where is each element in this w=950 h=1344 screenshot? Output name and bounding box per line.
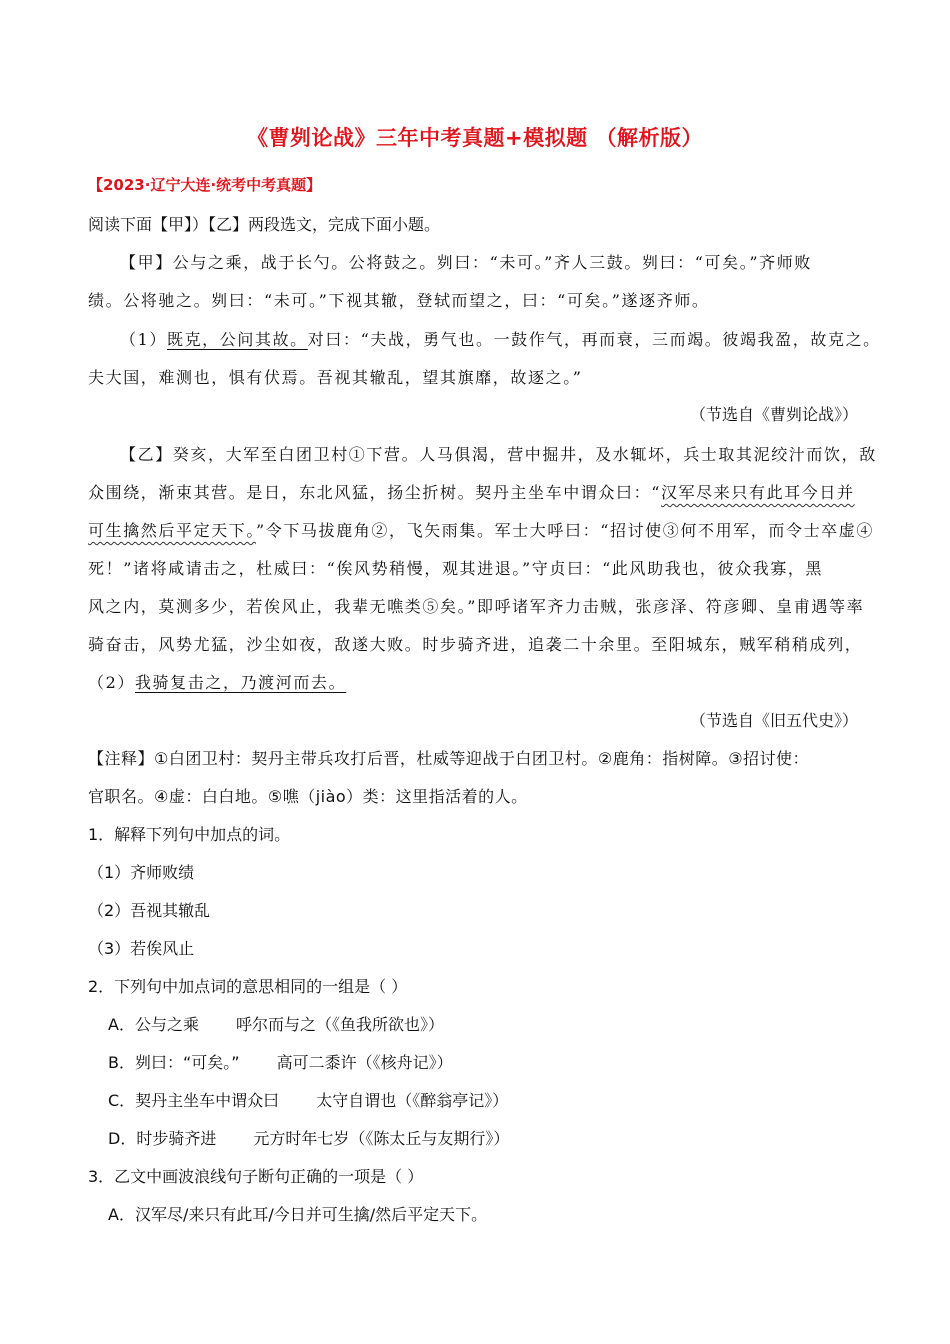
question-1-item-3: （3）若俟风止 — [88, 939, 195, 958]
underlined-sentence-1: 既克，公问其故。 — [166, 330, 308, 349]
passage-yi-line-7 — [88, 670, 346, 693]
passage-yi-line-2: 众围绕，渐束其营。是日，东北风猛，扬尘折树。契丹主坐车中谓众曰：“汉军尽来只有此耳今日并 — [88, 483, 855, 502]
question-1-item-2: （2）吾视其辙乱 — [88, 901, 211, 920]
passage-yi-line-4: 死！”诸将咸请击之，杜威曰：“俟风势稍慢，观其进退。”守贞曰：“此风助我也，彼众我寡，黑 — [88, 559, 824, 578]
exam-source-tag: 【2023·辽宁大连·统考中考真题】 — [88, 176, 322, 194]
question-2-option-a: A．公与之乘 呼尔而与之（《鱼我所欲也》） — [108, 1015, 445, 1034]
sentence-number-2: （2） — [88, 673, 135, 692]
sentence-number-1: （1） — [120, 330, 167, 349]
passage-yi-source: （节选自《旧五代史》） — [689, 711, 858, 730]
wavy-sentence-part-2: 可生擒然后平定天下。 — [88, 521, 257, 540]
passage-yi-line-1: 【乙】癸亥，大军至白团卫村①下营。人马俱渴，营中掘井，及水辄坏，兵士取其泥绞汁而饮，敌 — [120, 445, 877, 464]
passage-yi-line-3: 可生擒然后平定天下。”令下马拔鹿角②，飞矢雨集。军士大呼曰：“招讨使③何不用军，而令士卒虚④ — [88, 521, 874, 540]
passage-yi-line-6: 骑奋击，风势尤猛，沙尘如夜，敌遂大败。时步骑齐进，追袭二十余里。至阳城东，贼军稍稍成列， — [88, 635, 863, 654]
passage-jia-line-3: （1）既克，公问其故。对曰：“夫战，勇气也。一鼓作气，再而衰，三而竭。彼竭我盈，故克之。 — [120, 330, 881, 349]
question-2-option-b: B．刿曰：“可矣。” 高可二黍许（《核舟记》） — [108, 1053, 453, 1072]
notes-line-1: 【注释】①白团卫村：契丹主带兵攻打后晋，杜威等迎战于白团卫村。②鹿角：指树障。③招讨使： — [88, 749, 810, 768]
question-3-stem: 3．乙文中画波浪线句子断句正确的一项是（ ） — [88, 1167, 424, 1186]
reading-instruction: 阅读下面【甲】）【乙】两段选文，完成下面小题。 — [88, 215, 441, 234]
passage-jia-line-2: 绩。公将驰之。刿曰：“未可。”下视其辙，登轼而望之，曰：“可矣。”遂逐齐师。 — [88, 291, 710, 310]
document-title: 《曹刿论战》三年中考真题+模拟题 （解析版） — [247, 126, 703, 150]
question-2-option-d: D．时步骑齐进 元方时年七岁（《陈太丘与友期行》） — [108, 1129, 510, 1148]
passage-jia-line-1: 【甲】公与之乘，战于长勺。公将鼓之。刿曰：“未可。”齐人三鼓。刿曰：“可矣。”齐师败 — [120, 253, 812, 272]
question-3-option-a: A．汉军尽/来只有此耳/今日并可生擒/然后平定天下。 — [108, 1205, 488, 1224]
question-2-stem: 2．下列句中加点词的意思相同的一组是（ ） — [88, 977, 408, 996]
underlined-sentence-2: 我骑复击之，乃渡河而去。 — [134, 673, 347, 692]
question-2-option-c: C．契丹主坐车中谓众曰 太守自谓也（《醉翁亭记》） — [108, 1091, 509, 1110]
passage-jia-source: （节选自《曹刿论战》） — [689, 405, 858, 424]
question-1-stem: 1．解释下列句中加点的词。 — [88, 825, 291, 844]
passage-jia-line-4: 夫大国，难测也，惧有伏焉。吾视其辙乱，望其旗靡，故逐之。” — [88, 368, 583, 387]
question-1-item-1: （1）齐师败绩 — [88, 863, 195, 882]
passage-yi-line-5: 风之内，莫测多少，若俟风止，我辈无噍类⑤矣。”即呼诸军齐力击贼，张彦泽、符彦卿、皇甫遇等率 — [88, 597, 865, 616]
notes-line-2: 官职名。④虚：白白地。⑤噍（jiào）类：这里指活着的人。 — [88, 787, 528, 806]
wavy-sentence-part-1: 汉军尽来只有此耳今日并 — [660, 483, 855, 502]
